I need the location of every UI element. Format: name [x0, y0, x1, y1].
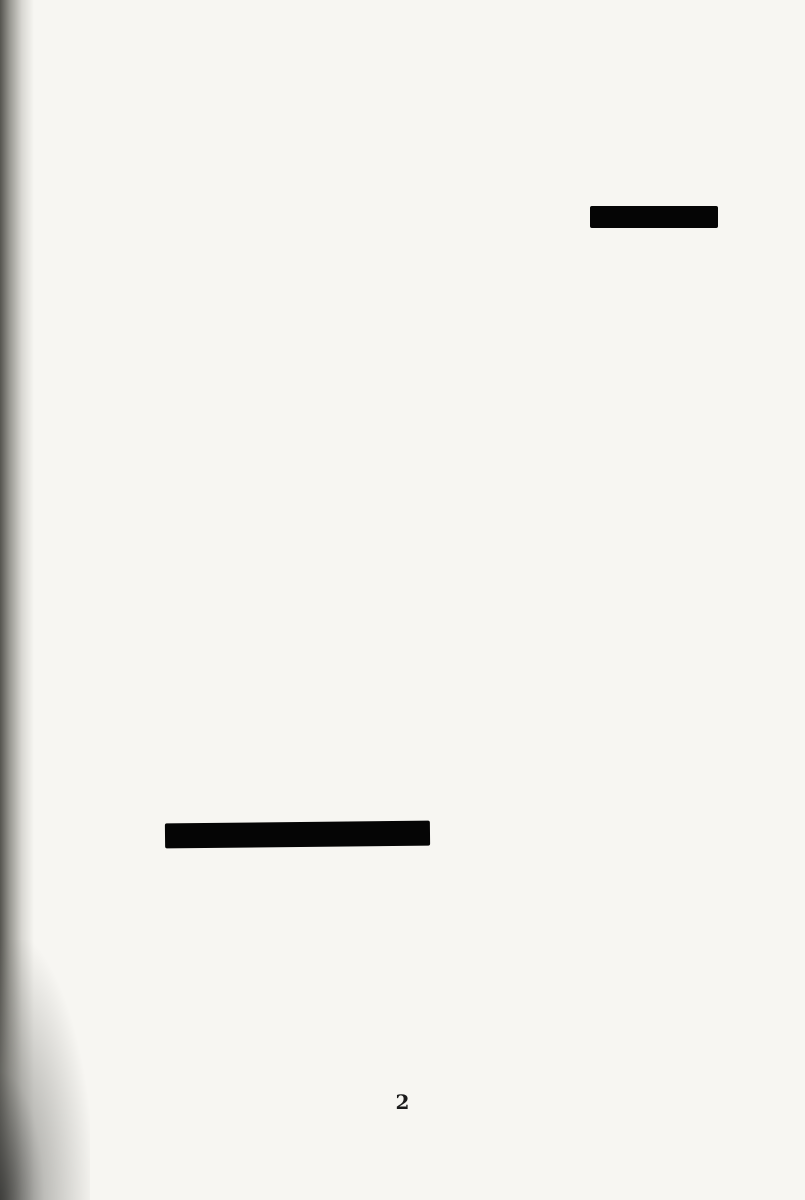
redaction-block-1 — [590, 206, 718, 228]
redaction-block-2 — [165, 821, 430, 849]
scan-shadow-corner — [0, 940, 90, 1200]
document-body — [132, 148, 742, 1048]
page-number: 2 — [395, 1090, 410, 1114]
